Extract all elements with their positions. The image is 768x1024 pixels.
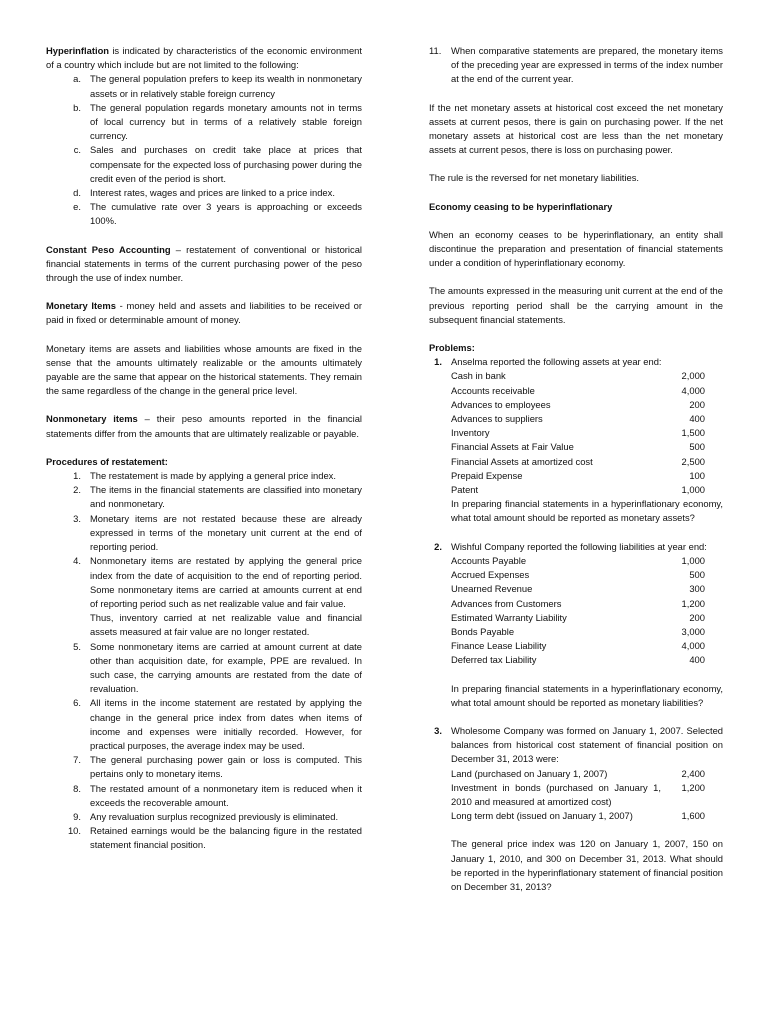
item-value: 300 xyxy=(689,583,705,595)
table-row xyxy=(451,398,705,412)
problem-number: 1. xyxy=(434,356,442,368)
list-marker: 5. xyxy=(73,640,81,652)
problem-number: 2. xyxy=(434,540,442,552)
item-label: Patent xyxy=(451,484,479,496)
list-item xyxy=(46,512,362,555)
item-label: Bonds Payable xyxy=(451,625,515,637)
table-row xyxy=(451,582,705,596)
list-item xyxy=(46,101,362,144)
list-marker: 1. xyxy=(73,470,81,482)
item-label: Advances to employees xyxy=(451,398,551,410)
list-text: Nonmonetary items are restated by applying the general price index from the date of acquisition to the end of reporting period. Some nonmonetary items are carried at amounts current at end of reporting period such as net realizable value and fair value. xyxy=(90,555,362,609)
item-value: 2,500 xyxy=(681,455,705,467)
list-marker: b. xyxy=(73,101,81,113)
ceasing-paragraph-2: The amounts expressed in the measuring unit current at the end of the previous reporting period shall be the carrying amount in the subsequent financial statements. xyxy=(429,285,723,325)
item-value: 1,600 xyxy=(681,810,705,822)
list-item xyxy=(46,782,362,810)
table-row xyxy=(451,483,705,497)
problem-question: In preparing financial statements in a hyperinflationary economy, what total amount should be reported as monetary assets? xyxy=(451,498,723,524)
list-item xyxy=(46,810,362,824)
item-label: Financial Assets at Fair Value xyxy=(451,441,574,453)
table-row xyxy=(451,412,705,426)
list-marker: a. xyxy=(73,73,81,85)
item-value: 2,400 xyxy=(681,767,705,779)
item-value: 1,200 xyxy=(681,781,705,793)
item-value: 200 xyxy=(689,398,705,410)
table-row xyxy=(451,597,705,611)
list-text: Monetary items are not restated because these are already expressed in terms of the monetary unit current at the end of reporting period. xyxy=(90,512,362,553)
list-marker: 3. xyxy=(73,512,81,524)
procedures-heading: Procedures of restatement: xyxy=(46,455,168,467)
item-value: 1,000 xyxy=(681,554,705,566)
list-text: The general purchasing power gain or loss is computed. This pertains only to monetary items. xyxy=(90,754,362,780)
rule-paragraph: The rule is the reversed for net monetary liabilities. xyxy=(429,172,639,184)
table-row xyxy=(451,781,705,809)
table-row xyxy=(451,384,705,398)
list-marker: 6. xyxy=(73,697,81,709)
list-item xyxy=(46,72,362,100)
item-label: Accounts Payable xyxy=(451,554,527,566)
list-item xyxy=(46,640,362,697)
problem-number: 3. xyxy=(434,724,442,736)
table-row xyxy=(451,455,705,469)
problem-2 xyxy=(429,540,723,710)
problems-heading: Problems: xyxy=(429,342,475,354)
list-text: Sales and purchases on credit take place at prices that compensate for the expected loss of purchasing power during the credit even of the period is short. xyxy=(90,144,362,184)
list-marker: e. xyxy=(73,201,81,213)
list-item xyxy=(429,44,723,87)
item-value: 500 xyxy=(689,441,705,453)
item-value: 200 xyxy=(689,611,705,623)
list-text: Thus, inventory carried at net realizable value and financial assets measured at fair value are no longer restated. xyxy=(90,612,362,638)
problem-question: The general price index was 120 on January 1, 2007, 150 on January 1, 2010, and 300 on December 31, 2013. What should be reported in the hyperinflationary statement of financial position on December 31, 2013? xyxy=(451,838,723,892)
definition-text: – restatement of conventional or historical financial statements in terms of the current purchasing power of the peso through the use of index number. xyxy=(46,243,363,284)
item-value: 1,000 xyxy=(681,484,705,496)
table-row xyxy=(451,625,705,639)
list-item xyxy=(46,469,362,483)
item-value: 1,200 xyxy=(681,597,705,609)
item-label: Accrued Expenses xyxy=(451,569,530,581)
list-marker xyxy=(46,611,90,639)
list-item xyxy=(46,696,362,753)
table-row xyxy=(451,767,705,781)
item-label: Land (purchased on January 1, 2007) xyxy=(451,767,608,779)
table-row xyxy=(451,426,705,440)
hyperinflation-list xyxy=(46,72,362,228)
constant-peso-accounting-definition xyxy=(46,243,362,286)
right-column xyxy=(429,44,723,894)
list-marker: 10. xyxy=(67,825,81,837)
list-item xyxy=(46,200,362,228)
item-label: Deferred tax Liability xyxy=(451,654,537,666)
table-row xyxy=(451,639,705,653)
list-item xyxy=(46,753,362,781)
nonmonetary-items-definition xyxy=(46,412,362,440)
table-row xyxy=(451,611,705,625)
problem-items xyxy=(451,554,705,668)
list-text: The restated amount of a nonmonetary item is reduced when it exceeds the recoverable amount. xyxy=(90,782,362,808)
hyperinflation-definition: is indicated by characteristics of the economic environment of a country which include but are not limited to the following: xyxy=(46,45,362,71)
left-column xyxy=(46,44,362,853)
hyperinflation-term: Hyperinflation xyxy=(46,45,110,56)
problem-3 xyxy=(429,724,723,894)
item-label: Advances to suppliers xyxy=(451,413,543,425)
ceasing-heading: Economy ceasing to be hyperinflationary xyxy=(429,200,613,212)
item-value: 3,000 xyxy=(681,625,705,637)
item-label: Prepaid Expense xyxy=(451,469,523,481)
item-value: 2,000 xyxy=(681,370,705,382)
table-row xyxy=(451,469,705,483)
constant-peso-accounting-term: Constant Peso Accounting xyxy=(46,243,171,255)
item-label: Long term debt (issued on January 1, 2007) xyxy=(451,810,633,822)
list-marker: 9. xyxy=(73,810,81,822)
list-text: Some nonmonetary items are carried at amount current at date other than acquisition date, for example, PPE are revalued. In such case, the carrying amounts are restated from the date of revaluation. xyxy=(90,640,362,695)
item-label: Estimated Warranty Liability xyxy=(451,611,567,623)
list-text: The items in the financial statements are classified into monetary and nonmonetary. xyxy=(90,484,362,510)
problem-items xyxy=(451,369,705,497)
list-marker: 11. xyxy=(429,45,442,56)
list-text: The restatement is made by applying a general price index. xyxy=(90,470,336,482)
list-item xyxy=(46,483,362,511)
monetary-items-paragraph: Monetary items are assets and liabilities whose amounts are fixed in the sense that the amounts ultimately realizable or the amounts ultimately payable are the same that appear on the historical statements. They remain the same regardless of the change in the general price level. xyxy=(46,342,362,397)
ceasing-paragraph-1: When an economy ceases to be hyperinflationary, an entity shall discontinue the preparation and presentation of financial statements under a condition of hyperinflationary economy. xyxy=(429,228,723,269)
item-value: 400 xyxy=(689,654,705,666)
definition-text: – their peso amounts reported in the financial statements differ from the amounts that are ultimately realizable or payable. xyxy=(46,413,362,439)
definition-text: - money held and assets and liabilities to be received or paid in fixed or determinable amount of money. xyxy=(46,300,362,326)
list-text: Interest rates, wages and prices are linked to a price index. xyxy=(90,187,335,199)
item-label: Investment in bonds (purchased on January 1, 2010 and measured at amortized cost) xyxy=(451,781,661,807)
list-text: All items in the income statement are restated by applying the change in the general price index from dates when items of income and expenses were initially recorded. However, for practical purposes, the average index may be used. xyxy=(90,697,362,751)
item-label: Financial Assets at amortized cost xyxy=(451,455,593,467)
item-label: Advances from Customers xyxy=(451,597,562,609)
item-label: Finance Lease Liability xyxy=(451,640,547,652)
table-row xyxy=(451,440,705,454)
item-value: 100 xyxy=(689,469,705,481)
list-text: The cumulative rate over 3 years is approaching or exceeds 100%. xyxy=(90,201,362,227)
problem-intro: Anselma reported the following assets at year end: xyxy=(451,356,662,368)
problem-intro: Wishful Company reported the following liabilities at year end: xyxy=(451,540,707,552)
list-item xyxy=(46,611,362,639)
list-marker: d. xyxy=(73,187,81,199)
item-value: 400 xyxy=(689,413,705,425)
table-row xyxy=(451,568,705,582)
problem-1 xyxy=(429,355,723,525)
item-value: 1,500 xyxy=(681,427,705,439)
table-row xyxy=(451,369,705,383)
list-text: The general population regards monetary amounts not in terms of local currency but in terms of a relatively stable foreign currency. xyxy=(90,101,362,142)
list-item xyxy=(46,143,362,186)
list-text: When comparative statements are prepared, the monetary items of the preceding year are expressed in terms of the index number at the end of the current year. xyxy=(451,45,723,85)
problem-intro: Wholesome Company was formed on January 1, 2007. Selected balances from historical cost statement of financial position on December 31, 2013 were: xyxy=(451,724,723,765)
list-marker: 4. xyxy=(73,555,81,567)
gain-loss-paragraph: If the net monetary assets at historical cost exceed the net monetary assets at current pesos, there is gain on purchasing power. If the net monetary assets at historical cost are less than the net monetary assets at current pesos, there is loss on purchasing power. xyxy=(429,101,723,156)
item-label: Unearned Revenue xyxy=(451,583,533,595)
table-row xyxy=(451,809,705,823)
hyperinflation-intro xyxy=(46,44,362,72)
list-marker: c. xyxy=(73,144,81,156)
list-marker: 2. xyxy=(73,484,81,496)
problem-items xyxy=(451,767,705,824)
item-value: 500 xyxy=(689,569,705,581)
list-text: The general population prefers to keep its wealth in nonmonetary assets or in relatively stable foreign currency xyxy=(90,73,362,99)
table-row xyxy=(451,554,705,568)
item-label: Cash in bank xyxy=(451,370,506,382)
list-item xyxy=(46,554,362,611)
procedures-list xyxy=(46,469,362,852)
item-label: Accounts receivable xyxy=(451,384,535,396)
list-item xyxy=(46,824,362,852)
nonmonetary-items-term: Nonmonetary items xyxy=(46,413,138,425)
list-marker: 8. xyxy=(73,782,81,794)
list-text: Any revaluation surplus recognized previously is eliminated. xyxy=(90,810,339,822)
item-label: Inventory xyxy=(451,427,490,439)
monetary-items-term: Monetary Items xyxy=(46,300,116,312)
list-item xyxy=(46,186,362,200)
problem-question: In preparing financial statements in a hyperinflationary economy, what total amount should be reported as monetary liabilities? xyxy=(451,682,723,708)
item-value: 4,000 xyxy=(681,640,705,652)
table-row xyxy=(451,653,705,667)
item-value: 4,000 xyxy=(681,384,705,396)
monetary-items-definition xyxy=(46,299,362,327)
list-marker: 7. xyxy=(73,754,81,766)
list-text: Retained earnings would be the balancing figure in the restated statement financial position. xyxy=(90,825,362,851)
